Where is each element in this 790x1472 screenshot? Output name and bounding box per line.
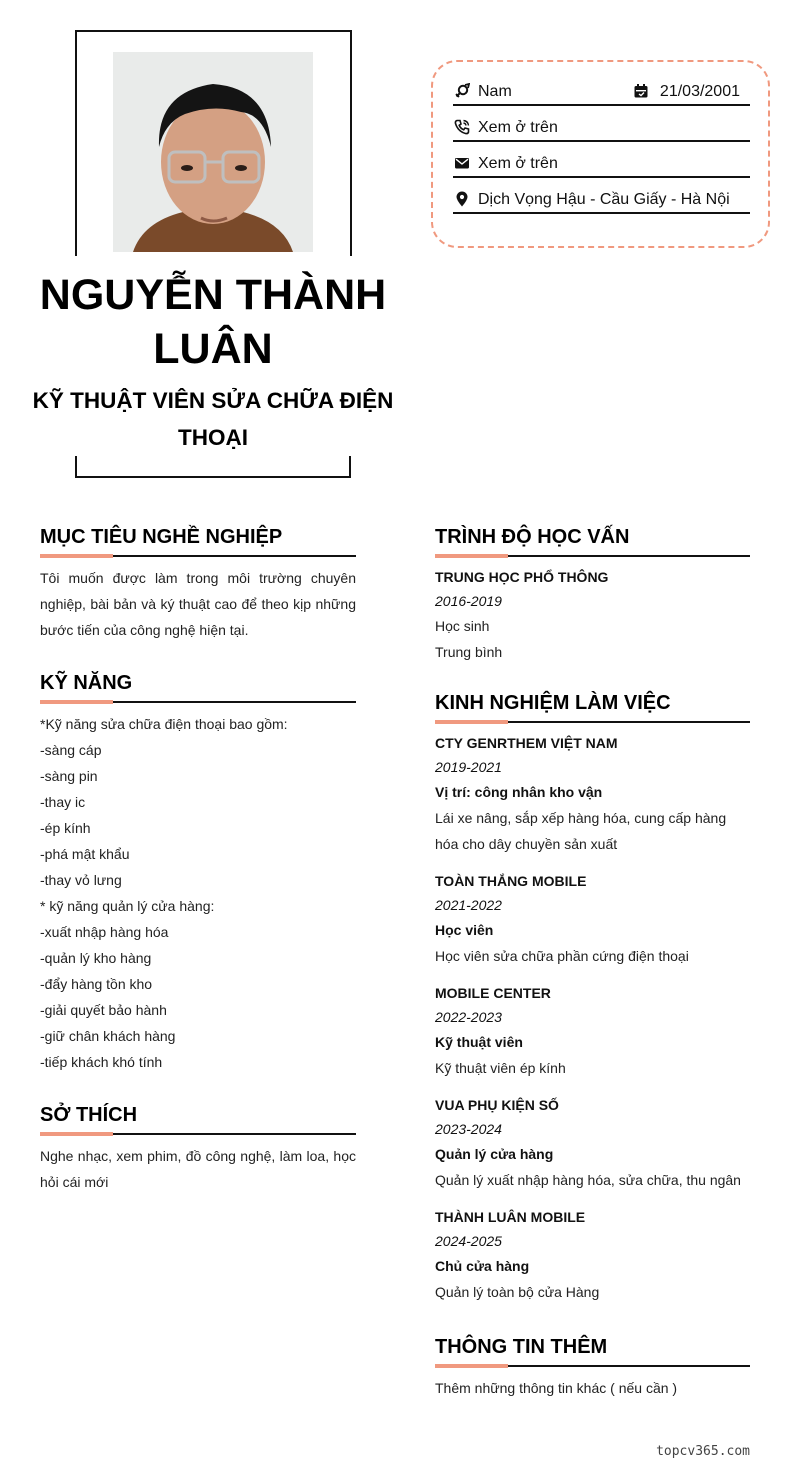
work-role: Vị trí: công nhân kho vận (435, 784, 603, 800)
experience-item (435, 731, 750, 857)
skill-line: -ép kính (40, 820, 91, 836)
section-divider (40, 701, 356, 703)
address-value: Dịch Vọng Hậu - Cầu Giấy - Hà Nội (478, 191, 730, 208)
skill-line: -tiếp khách khó tính (40, 1054, 163, 1070)
skill-line: -giải quyết bảo hành (40, 1002, 167, 1018)
skill-line: -thay vỏ lưng (40, 872, 122, 888)
work-period: 2022-2023 (435, 1009, 502, 1025)
objective-title: MỤC TIÊU NGHỀ NGHIỆP (40, 526, 283, 548)
avatar (113, 52, 313, 252)
school-name: TRUNG HỌC PHỔ THÔNG (435, 569, 609, 585)
work-role: Kỹ thuật viên (435, 1034, 523, 1050)
objective-text: Tôi muốn được làm trong môi trường chuyên nghiệp, bài bản và ký thuật cao để theo kịp những bước tiến của công nghệ hiện tại. (40, 570, 356, 638)
skill-line: -đẩy hàng tồn kho (40, 976, 153, 992)
work-description: Kỹ thuật viên ép kính (435, 1060, 566, 1076)
experience-item (435, 869, 750, 969)
dob-value: 21/03/2001 (659, 83, 740, 100)
contact-row-email (453, 152, 750, 178)
company-name: THÀNH LUÂN MOBILE (435, 1209, 586, 1225)
extra-info-section (435, 1334, 750, 1401)
skill-line: -quản lý kho hàng (40, 950, 152, 966)
work-role: Quản lý cửa hàng (435, 1146, 554, 1162)
extra-info-text: Thêm những thông tin khác ( nếu cần ) (435, 1380, 678, 1396)
work-description: Học viên sửa chữa phần cứng điện thoại (435, 948, 689, 964)
calendar-icon (633, 83, 651, 101)
header-frame-bottom (75, 456, 351, 478)
section-divider (435, 1365, 750, 1367)
section-divider (40, 1133, 356, 1135)
experience-section (435, 690, 750, 1317)
skill-line: -xuất nhập hàng hóa (40, 924, 169, 940)
contact-row-address (453, 188, 750, 214)
section-divider (435, 555, 750, 557)
skill-line: -sàng cáp (40, 742, 102, 758)
hobbies-text: Nghe nhạc, xem phim, đồ công nghệ, làm loa, học hỏi cái mới (40, 1148, 356, 1190)
extra-info-title: THÔNG TIN THÊM (435, 1336, 608, 1358)
company-name: VUA PHỤ KIỆN SỐ (435, 1097, 559, 1113)
skill-line: -sàng pin (40, 768, 98, 784)
work-description: Lái xe nâng, sắp xếp hàng hóa, cung cấp hàng hóa cho dây chuyền sản xuất (435, 810, 727, 852)
phone-value: Xem ở trên (478, 119, 558, 136)
skill-line: *Kỹ năng sửa chữa điện thoại bao gồm: (40, 716, 288, 732)
company-name: TOÀN THẮNG MOBILE (435, 873, 587, 889)
skill-line: -giữ chân khách hàng (40, 1028, 176, 1044)
gender-icon (454, 83, 472, 101)
skill-line: -phá mật khẩu (40, 846, 130, 862)
phone-icon (454, 119, 472, 137)
education-line: Trung bình (435, 644, 503, 660)
experience-item (435, 981, 750, 1081)
experience-title: KINH NGHIỆM LÀM VIỆC (435, 692, 671, 714)
work-period: 2019-2021 (435, 759, 502, 775)
email-value: Xem ở trên (478, 155, 558, 172)
work-description: Quản lý xuất nhập hàng hóa, sửa chữa, thu ngân (435, 1172, 741, 1188)
contact-row-gender-dob (453, 80, 750, 106)
skills-title: KỸ NĂNG (40, 672, 133, 694)
education-line: Học sinh (435, 618, 490, 634)
work-period: 2024-2025 (435, 1233, 502, 1249)
work-period: 2021-2022 (435, 897, 502, 913)
work-period: 2023-2024 (435, 1121, 502, 1137)
location-icon (454, 191, 472, 209)
job-title: KỸ THUẬT VIÊN SỬA CHỮA ĐIỆN THOẠI (32, 388, 394, 450)
experience-item (435, 1205, 750, 1305)
hobbies-title: SỞ THÍCH (40, 1104, 138, 1126)
email-icon (454, 155, 472, 173)
work-description: Quản lý toàn bộ cửa Hàng (435, 1284, 600, 1300)
section-divider (40, 555, 356, 557)
skill-line: * kỹ năng quản lý cửa hàng: (40, 898, 215, 914)
gender-value: Nam (478, 83, 512, 100)
work-role: Học viên (435, 922, 494, 938)
work-role: Chủ cửa hàng (435, 1258, 530, 1274)
skills-section (40, 670, 356, 1075)
education-section (435, 524, 750, 665)
experience-item (435, 1093, 750, 1193)
company-name: CTY GENRTHEM VIỆT NAM (435, 735, 618, 751)
skills-list (40, 711, 356, 1075)
company-name: MOBILE CENTER (435, 985, 551, 1001)
skill-line: -thay ic (40, 794, 86, 810)
contact-box (431, 60, 770, 248)
objective-section (40, 524, 356, 643)
candidate-name: NGUYỄN THÀNH LUÂN (39, 271, 387, 373)
section-divider (435, 721, 750, 723)
education-period: 2016-2019 (435, 593, 502, 609)
hobbies-section (40, 1102, 356, 1195)
contact-row-phone (453, 116, 750, 142)
watermark: topcv365.com (656, 1444, 750, 1459)
education-title: TRÌNH ĐỘ HỌC VẤN (435, 526, 630, 548)
